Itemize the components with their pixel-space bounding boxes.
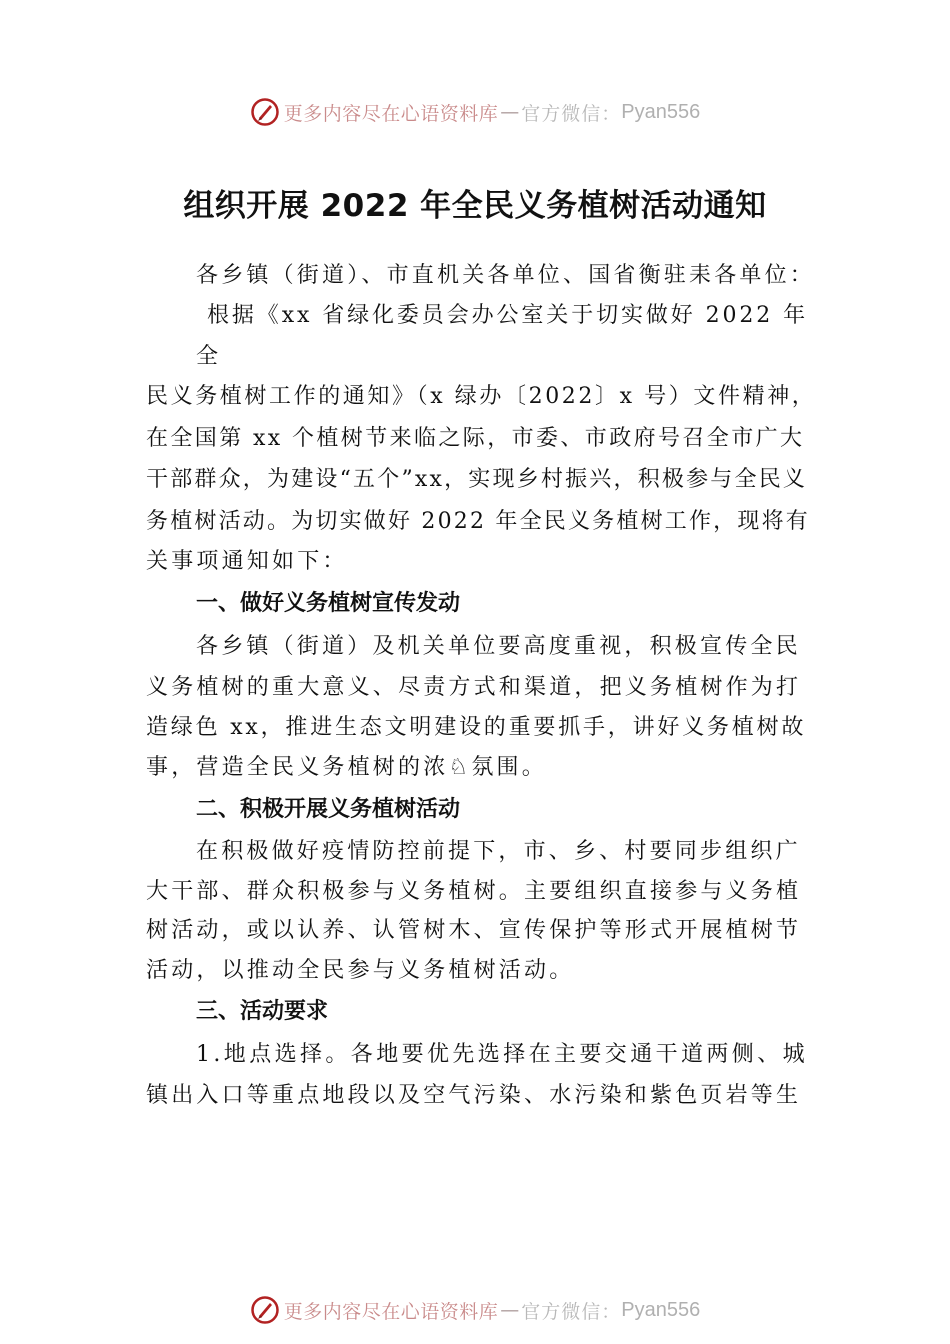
text-line: 在积极做好疫情防控前提下，市、乡、村要同步组织广 [196,839,801,864]
section-heading-1: 一、做好义务植树宣传发动 [196,591,461,616]
text-line: 事，营造全民义务植树的浓♘氛围。 [146,755,547,780]
text-line: 大干部、群众积极参与义务植树。主要组织直接参与义务植 [146,879,802,904]
text-line: 务植树活动。为切实做好 2022 年全民义务植树工作，现将有 [146,509,810,534]
text-line: 各乡镇（街道）及机关单位要高度重视，积极宣传全民 [196,634,801,659]
banner-wechat-label: 官方微信： [521,1300,622,1323]
text-line: 活动，以推动全民参与义务植树活动。 [146,958,575,983]
text-line: 全 [196,344,222,369]
document-title: 组织开展 2022 年全民义务植树活动通知 [183,188,767,224]
banner-separator: — [500,101,520,123]
text-line: 在全国第 xx 个植树节来临之际，市委、市政府号召全市广大 [146,426,805,451]
text-line: 民义务植树工作的通知》（x 绿办〔2022〕x 号）文件精神， [146,384,817,409]
text-line: 各乡镇（街道）、市直机关各单位、国省衡驻耒各单位： [196,263,816,288]
footer-banner [0,1290,950,1330]
header-banner [0,92,950,132]
text-line: 树活动，或以认养、认管树木、宣传保护等形式开展植树节 [146,918,802,943]
text-line: 根据《xx 省绿化委员会办公室关于切实做好 2022 年 [207,303,808,328]
section-heading-2: 二、积极开展义务植树活动 [196,797,461,822]
text-line: 造绿色 xx，推进生态文明建设的重要抓手，讲好义务植树故 [146,715,807,740]
banner-main-text: 更多内容尽在心语资料库 [283,1300,499,1323]
section-heading-3: 三、活动要求 [196,999,329,1024]
banner-wechat-label: 官方微信： [521,102,622,125]
banner-separator: — [500,1299,520,1321]
banner-wechat-id: Pyan556 [621,100,701,123]
text-line: 关事项通知如下： [146,549,348,574]
text-line: 干部群众，为建设“五个”xx，实现乡村振兴，积极参与全民义 [146,467,808,492]
banner-main-text: 更多内容尽在心语资料库 [283,102,499,125]
text-line: 镇出入口等重点地段以及空气污染、水污染和紫色页岩等生 [146,1083,802,1108]
quill-seal-icon [250,97,280,127]
banner-wechat-id: Pyan556 [621,1298,701,1321]
text-line: 1.地点选择。各地要优先选择在主要交通干道两侧、城 [196,1042,808,1067]
quill-seal-icon [250,1295,280,1325]
text-line: 义务植树的重大意义、尽责方式和渠道，把义务植树作为打 [146,675,802,700]
